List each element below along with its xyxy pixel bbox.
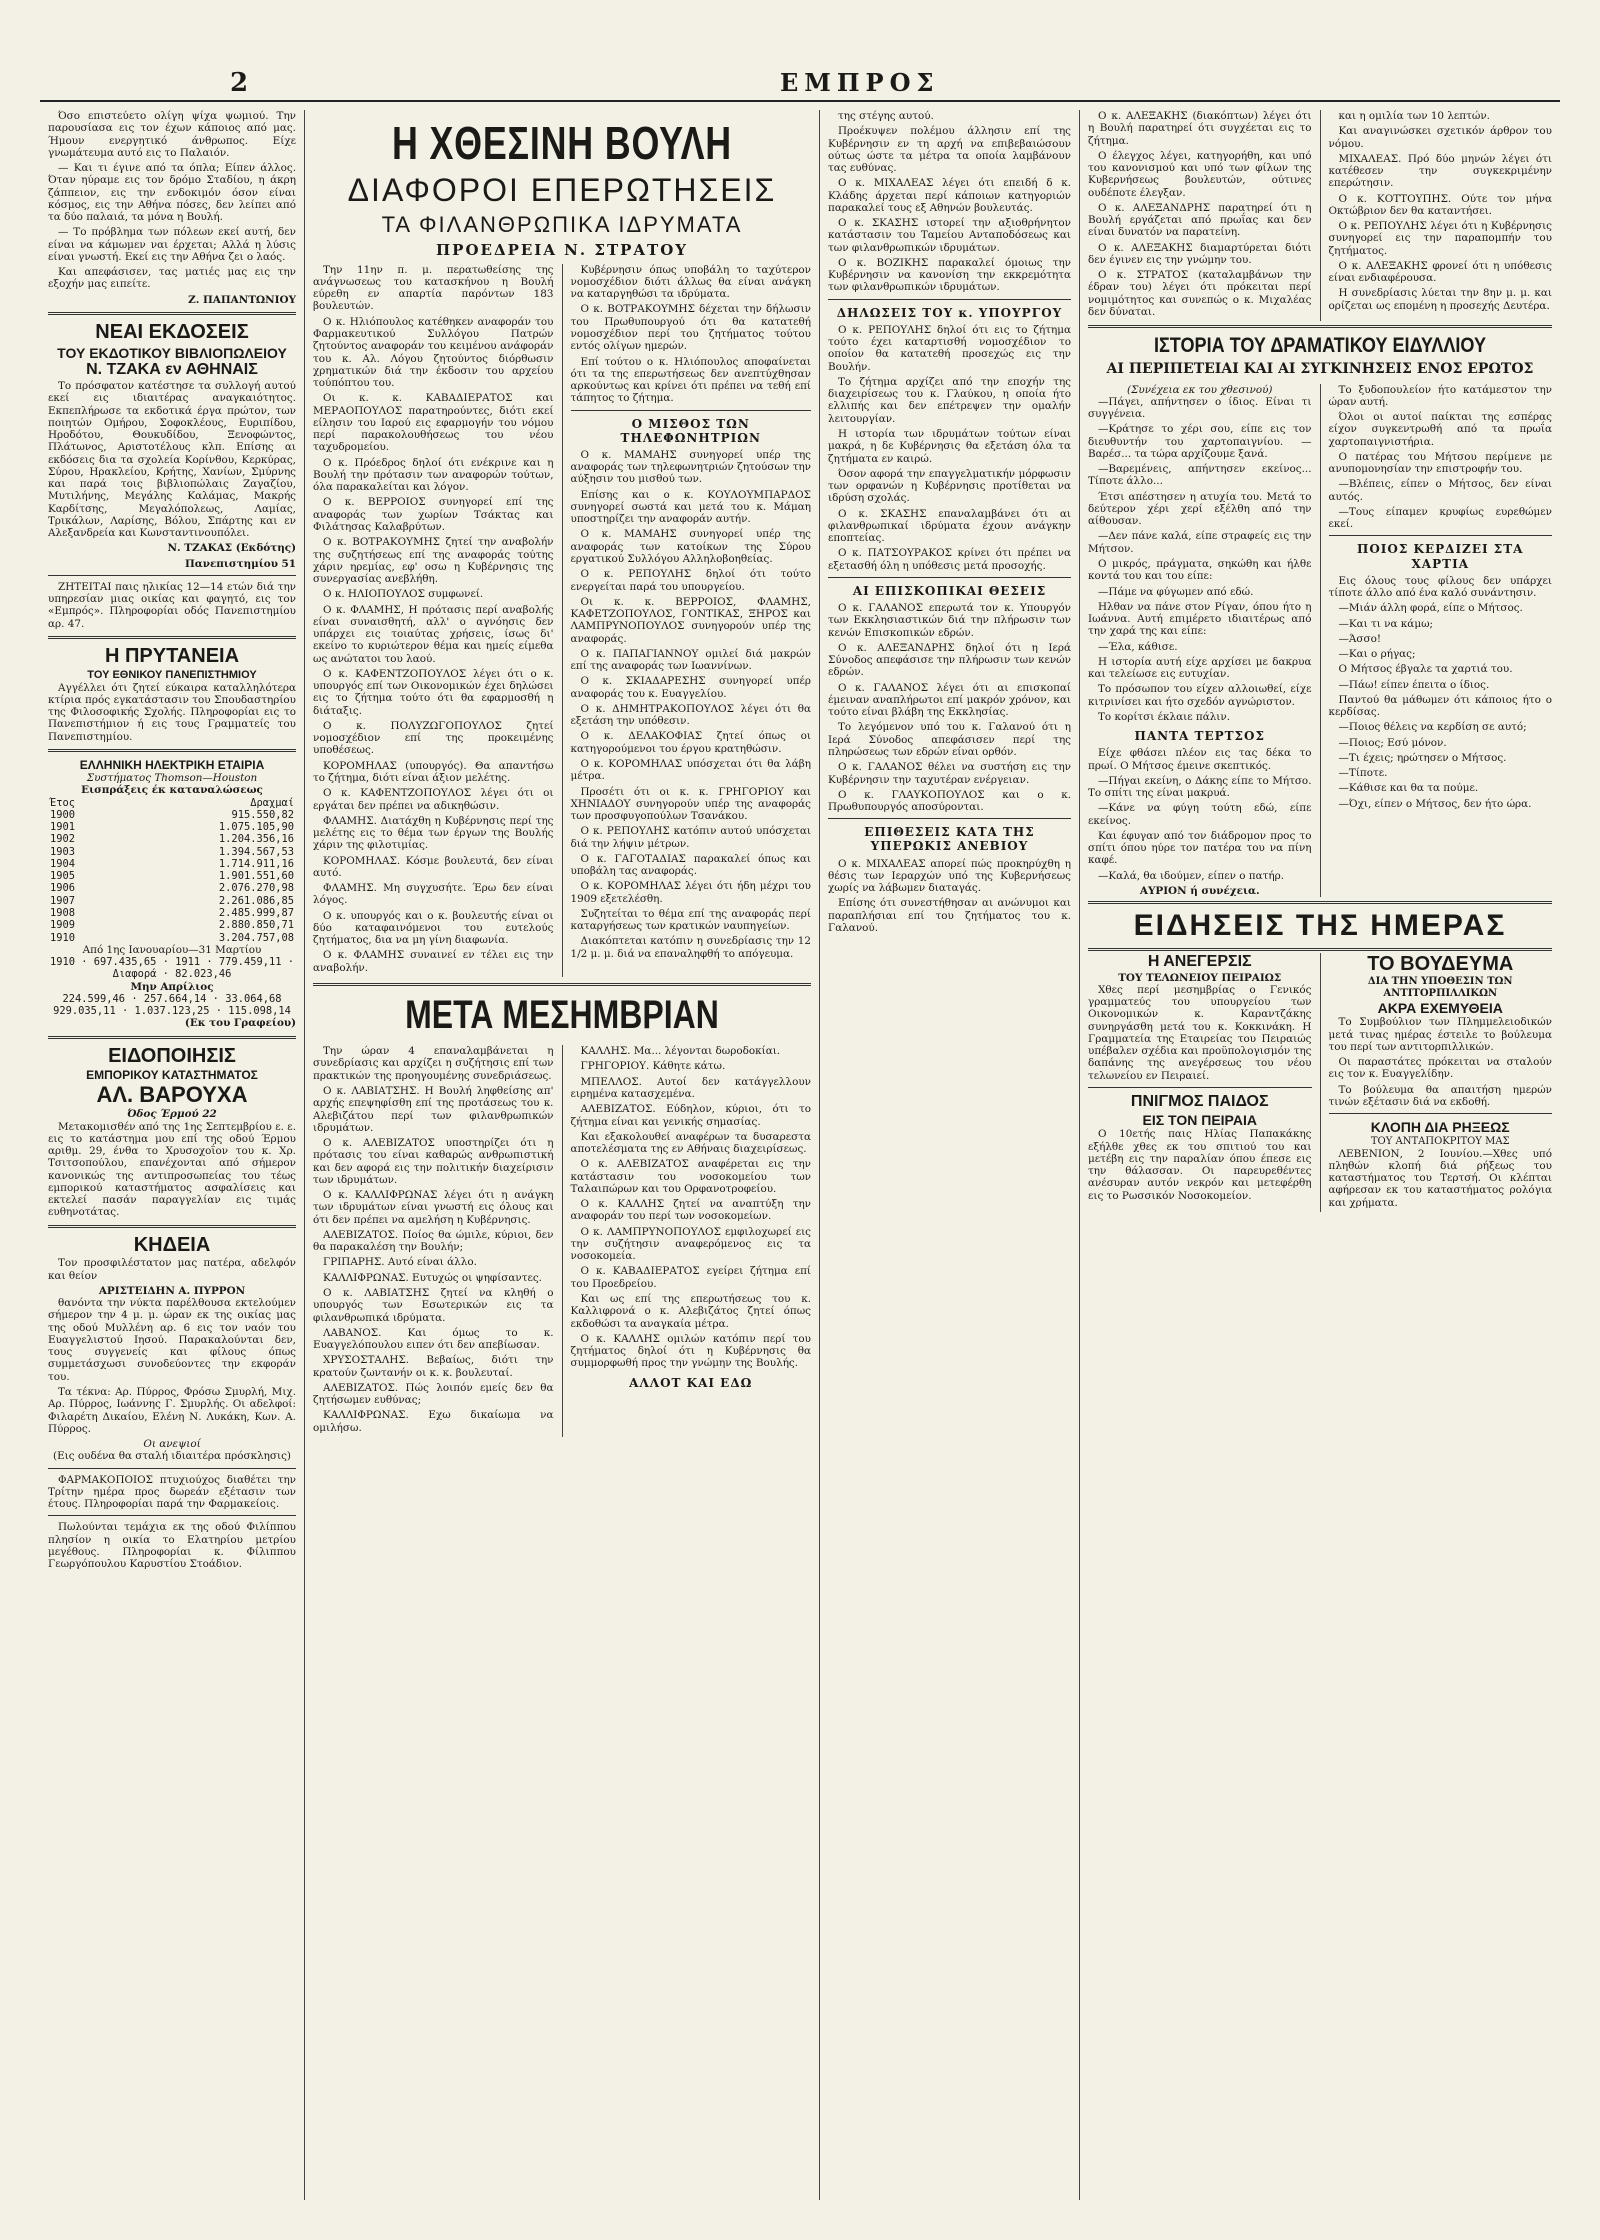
funeral-note: (Εις ουδένα θα σταλή ιδιαιτέρα πρόσκλησις) [53,1450,291,1463]
ad-title: ΝΕΑΙ ΕΚΔΟΣΕΙΣ [95,320,249,343]
column-6-news [1320,953,1553,1212]
paragraph: ΛΕΒΕΝΙΟΝ, 2 Ιουνίου.—Χθες υπό πληθών κλοπή διά ρήξεως του καταστήματος του Τερτσή. Οι κλέπται αφήρεσαν εκ του καταστήματος ρολόγια και χρήματα. [1328,1147,1552,1209]
paragraph: —Δεν πάνε καλά, είπε στραφείς εις την Μήτσον. [1088,530,1312,555]
paragraph: Ο κ. ΚΟΡΟΜΗΛΑΣ υπόσχεται ότι θα λάβη μέτρα. [570,758,811,783]
section-heading: ΠΟΙΟΣ ΚΕΡΔΙΖΕΙ ΣΤΑ ΧΑΡΤΙΑ [1357,542,1524,571]
page-number: 2 [230,68,249,98]
paragraph: — Και τι έγινε από τα όπλα; Είπεν άλλος. Όταν ηύραμε εις τον δρόμο Σταδίου, η άκρη ζάππειον, εις την ενδοκιμόν όσον είναι κόσμος, εις την Αθήνα πόσες, δεν λείπει από τα δύο παλαιά, τα μόνα η Βουλή. [48,162,296,224]
paragraph: —Τι έχεις; ηρώτησεν ο Μήτσος. [1338,751,1507,764]
divider [1088,1087,1312,1088]
paragraph: Το βούλευμα θα απαιτήση ημερών τινών εξέτασιν διά να εκδοθή. [1328,1083,1552,1108]
paragraph: ΜΙΧΑΛΕΑΣ. Πρό δύο μηνών λέγει ότι κατέθεσεν την συγκεκριμένην επερώτησιν. [1328,152,1552,190]
section-heading: ΕΠΙΘΕΣΕΙΣ ΚΑΤΑ ΤΗΣ ΥΠΕΡΩΚΙΣ ΑΝΕΒΙΟΥ [864,825,1035,854]
presidency: ΠΡΟΕΔΡΕΙΑ Ν. ΣΤΡΑΤΟΥ [436,240,688,259]
paragraph: —Πήγαι εκείνη, ο Δάκης είπε το Μήτσο. Το σπίτι της είναι μακρυά. [1088,774,1312,800]
article-columns [1080,384,1560,898]
divider [48,749,296,752]
table-row [48,882,296,894]
paragraph: Η ιστορία αυτή είχε αρχίσει με δακρυα και τελείωσε εις ευτυχίαν. [1088,655,1312,681]
table-cell: 2.261.086,85 [218,894,294,907]
divider [828,818,1071,819]
paragraph: ΦΛΑΜΗΣ. Μη συγχυσήτε. Έρω δεν είναι λόγος. [313,882,554,907]
paragraph: Το Συμβούλιον των Πλημμελειοδικών μετά τινας ημέρας έστειλε το βούλευμα του περί των αντιτορπιλλικών. [1328,1016,1552,1053]
paragraph: Ο κ. ΒΟΤΡΑΚΟΥΜΗΣ δέχεται την δήλωσιν του Πρωθυπουργού ότι θα κατατεθή νομοσχέδιον περί του ζητήματος τούτου εντός ολίγων ημερών. [570,303,811,353]
divider [828,299,1071,300]
paragraph: Ο έλεγχος λέγει, κατηγορήθη, και υπό του κανονισμού και υπό των φίλων της Κυβερνήσεως βουλευτών, ούτινες ουδέποτε έλεγξαν. [1088,149,1312,199]
paragraph: ΜΠΕΛΛΟΣ. Αυτοί δεν κατάγγελλουν ειρημένα κατασχεμένα. [570,1075,811,1100]
news-subheading: ΔΙΑ ΤΗΝ ΥΠΟΘΕΣΙΝ ΤΩΝ ΑΝΤΙΤΟΡΠΙΛΛΙΚΩΝ [1367,976,1513,1000]
paragraph: —Άσσο! [1338,632,1382,645]
paragraph: —Τίποτε. [1338,767,1388,780]
ad-body: Αγγέλλει ότι ζητεί εύκαιρα καταλληλότερα κτίρια πρός εγκατάστασιν του Σπουδαστηρίου της Φιλοσοφικής Σχολής. Πληροφορίαι εις το Πανεπιστήμιον ή εις τους Γραμματείς του Πανεπιστημίου. [48,681,296,743]
paragraph: ΛΑΒΑΝΟΣ. Και όμως το κ. Ευαγγελόπουλου ειπεν ότι δεν απεβίωσαν. [313,1326,554,1352]
paragraph: Ο κ. ΑΛΕΞΑΝΔΡΗΣ δηλοί ότι η Ιερά Σύνοδος απεφάσισε την πλήρωσιν των κενών εδρών. [828,641,1071,679]
headline-sub: ΤΑ ΦΙΛΑΝΘΡΩΠΙΚΑ ΙΔΡΥΜΑΤΑ [381,212,743,238]
paragraph: Ο κ. ΚΟΡΟΜΗΛΑΣ λέγει ότι ήδη μέχρι του 1909 εξετελέσθη. [570,880,811,905]
paragraph: ΦΛΑΜΗΣ. Διατάχθη η Κυβέρνησις περί της μελέτης εις το θέμα των έργων της Βουλής χάριν της φιλοτιμίας. [313,814,554,852]
paragraph: Ο 10ετής παις Ηλίας Παπακάκης εξήλθε χθες εκ του σπιτιού του και μετέβη εις την παραλίαν όπου έπεσε εις την θάλασσαν. Οι παρευρεθέντες ανέσυραν αυτόν νεκρόν και μετεφέρθη εις το Ρωσσικόν Νοσοκομείον. [1088,1128,1312,1202]
section-heading: ΠΑΝΤΑ ΤΕΡΤΣΟΣ [1134,729,1265,744]
paragraph: ΚΑΛΛΗΣ. Μα... λέγονται δωροδοκίαι. [580,1045,781,1058]
news-subheading: ΤΟΥ ΤΕΛΩΝΕΙΟΥ ΠΕΙΡΑΙΩΣ [1118,971,1282,984]
column-4 [820,110,1080,2200]
paragraph: —Καλά, θα ιδούμεν, είπεν ο πατήρ. [1098,869,1284,882]
column-3 [562,264,812,977]
paragraph: Το ξυδοπουλείον ήτο κατάμεστον την ώραν αυτή. [1328,383,1552,408]
paragraph: Ο κ. ΑΛΕΞΑΚΗΣ διαμαρτύρεται διότι δεν έγινεν εις την γνώμην του. [1088,241,1312,266]
ad-body: Το πρόσφατον κατέστησε τα συλλογή αυτού εκεί εις ιδιαιτέρας αναγκαιότητος. Εκπεπλήρωσε τα εκδοτικά έργα πρώτον, των ποιητών Ομήρου, Σοφοκλέους, Ευριπίδου, Ηροδότου, Θουκυδίδου, Ξενοφώντος, Πλάτωνος, Αριστοτέλους κλπ. Επίσης αι εκδόσεις δια τα σχολεία Κορίνθου, Κερκύρας, Σύρου, Ηρακλείου, Κρήτης, Χανίων, Σμύρνης και παρά τοις βιβλιοπώλαις Ζαγαζίου, Μυτιλήνης, Μεγάλης Καλάμας, Μακρής Καρδίτσης, Μεγαλόπολεως, Λαμίας, Τρικάλων, Λαρίσης, Βόλου, Σπάρτης και εν Αλεξανδρεία και Κωνσταντινουπόλει. [48,379,296,540]
ad-address: Πανεπιστημίου 51 [184,557,296,570]
paragraph: Ο κ. ΡΕΠΟΥΛΗΣ δηλοί ότι εις το ζήτημα τούτο έχει καταρτισθή νομοσχέδιον το οποίον θα κατατεθή προσεχώς εις την Βουλήν. [828,323,1071,373]
ad-signature: Ν. ΤΖΑΚΑΣ (Εκδότης) [167,542,296,555]
headline-sub: ΔΙΑΦΟΡΟΙ ΕΠΕΡΩΤΗΣΕΙΣ [347,172,777,209]
columns [40,110,1560,2200]
article-columns [305,1045,819,1437]
story-banner: ΙΣΤΟΡΙΑ ΤΟΥ ΔΡΑΜΑΤΙΚΟΥ ΕΙΔΥΛΛΙΟΥ [1153,334,1487,358]
stats-note: Από 1ης Ιανουαρίου—31 Μαρτίου [82,943,262,956]
column-5-story [1088,384,1312,898]
paragraph: —Πάγει, απήντησεν ο ίδιος. Είναι τι συγγένεια. [1088,395,1312,421]
paragraph: Ο κ. ΚΑΛΛΙΦΡΩΝΑΣ λέγει ότι η ανάγκη των ιδρυμάτων είναι γνωστή εις όλους και ότι δεν πρέπει να αμελήση η Κυβέρνησις. [313,1189,554,1226]
paragraph: Ο μικρός, πράγματα, σηκώθη και ήλθε κοντά του και του είπε: [1088,557,1312,583]
column-2-3 [305,110,820,2200]
ad-title: ΕΙΔΟΠΟΙΗΣΙΣ [108,1044,236,1067]
funeral-note: Οι ανεψιοί [143,1438,201,1451]
divider [48,1468,296,1469]
stats-compare-value: Διαφορά · 82.023,46 [112,968,232,981]
paragraph: Έτσι απέστησεν η ατυχία του. Μετά το δεύτερον χέρι χερί εξέλθη από την αίθουσαν. [1088,490,1312,528]
stats-month: Μην Απρίλιος [130,980,214,993]
paragraph: —Τους είπαμεν κρυφίως ευρεθώμεν εκεί. [1328,505,1552,531]
table-cell: 2.880.850,71 [218,919,294,932]
paragraph: Ο κ. ΡΕΠΟΥΛΗΣ λέγει ότι η Κυβέρνησις συνηγορεί εις την παραπομπήν του ζητήματος. [1328,220,1552,257]
paragraph: Ο κ. ΒΟΖΙΚΗΣ παρακαλεί όμοιως την Κυβέρνησιν να κανονίση την εκκρεμότητα των φιλανθρωπικών ιδρυμάτων. [828,256,1071,294]
table-cell: 1900 [50,808,76,821]
ad-body: Μετακομισθέν από της 1ης Σεπτεμβρίου ε. ε. εις το κατάστημα μου επί της οδού Έρμου αριθμ. 29, ένθα το Χρυσοχοΐον του κ. Χρ. Τσιτσοπούλου, επανέχονται από σήμερον κανονικώς της αντιπροσωπείας του τέως εμπορικού καταστήματος ασφαλίσεις και εκτελεί πασάν παραγγελίαν εις τιμάς ευθηνοτάτας. [48,1120,296,1219]
paragraph: ΓΡΗΓΟΡΙΟΥ. Κάθητε κάτω. [580,1060,726,1073]
paragraph: Ο κ. ΣΤΡΑΤΟΣ (καταλαμβάνων την έδραν του) λέγει ότι πρόκειται περί νομιμότητος και συνεπώς ο κ. Μιχαλέας δεν δύναται. [1088,269,1312,318]
paragraph: Ο Μήτσος έβγαλε τα χαρτιά του. [1338,663,1513,676]
paragraph: Και απεφάσισεν, τας ματιές μας εις την εξοχήν μας ειπείτε. [48,266,296,291]
table-cell: 1.394.567,53 [218,845,294,858]
paragraph: —Όχι, είπεν ο Μήτσος, δεν ήτο ώρα. [1338,797,1532,810]
paragraph: Επίσης και ο κ. ΚΟΥΛΟΥΜΠΑΡΔΟΣ συνηγορεί σωστά και μετά του κ. Μάμαη υποστηρίζει την αναφοράν αυτήν. [570,488,811,526]
paragraph: Ο κ. ΜΑΜΑΗΣ συνηγορεί υπέρ της αναφοράς των κατοίκων της Σύρου εργατικού Συλλόγου Αλληλοβοηθείας. [570,528,811,566]
signature: Ζ. ΠΑΠΑΝΤΩΝΙΟΥ [188,293,296,306]
paragraph: Ο κ. ΜΙΧΑΛΕΑΣ λέγει ότι επειδή δ κ. Κλάδης άρχεται περί κάποιων κατηγοριών παρακαλεί τους εξ Αθηνών βουλευτάς. [828,177,1071,214]
ad-title: Η ΠΡΥΤΑΝΕΙΑ [104,645,240,668]
news-subheading: ΑΚΡΑ ΕΧΕΜΥΘΕΙΑ [1377,999,1503,1016]
article-columns [1080,953,1560,1212]
table-cell: 1908 [50,906,76,919]
paragraph: Ο κ. ΣΚΑΣΗΣ ιστορεί την αξιοθρήνητον κατάστασιν του Ταμείου Ανταποδόσεως και των φιλανθρωπικών ιδρυμάτων. [828,217,1071,254]
stats-month-value: 257.664,14 [143,992,207,1005]
paragraph: Ο κ. ΒΕΡΡΟΙΟΣ συνηγορεί επί της αναφοράς των χωρίων Τσάκτας και Φιλάτησας Καλαβρύτων. [313,496,554,533]
paragraph: ΚΑΛΛΙΦΡΩΝΑΣ. Εχω δικαίωμα να ομιλήσω. [313,1409,554,1434]
paragraph: Χθες περί μεσημβρίας ο Γενικός γραμματεύς του υπουργείου των Οικονομικών κ. Καραντζάκης συνηργάσθη μετά του κ. Κοκκινάκη. Η Γραμματεία της Εταιρείας του Πειραιώς υπέβαλεν σχέδια και προϋπολογισμόν της δαπάνης της ανεγέρσεως του νέου τελωνείου εν Πειραιεί. [1088,983,1312,1082]
paragraph: Ο κ. ΔΗΜΗΤΡΑΚΟΠΟΥΛΟΣ λέγει ότι θα εξετάση την υπόθεσιν. [570,702,811,728]
paragraph: —Και ο ρήγας; [1338,648,1416,661]
table-row [48,895,296,907]
paragraph: —Μιάν άλλη φορά, είπε ο Μήτσος. [1338,602,1523,615]
paragraph: Ο κ. ΠΑΠΑΓΙΑΝΝΟΥ ομιλεί διά μακρών επί της αναφοράς των Ιωαννίνων. [570,647,811,673]
paragraph: ΑΛΕΒΙΖΑΤΟΣ. Ποίος θα ώμιλε, κύριοι, δεν θα παρακαλέση την Βουλήν; [313,1228,554,1254]
paragraph: Ο κ. ΛΑΒΙΑΤΣΗΣ. Η Βουλή ληφθείσης απ' αρχής επεψηφίσθη επί της προτάσεως του κ. Αλεβιζάτου περί των φιλανθρωπικών ιδρυμάτων. [313,1084,554,1134]
continuation-note: (Συνέχεια εκ του χθεσινού) [1127,383,1273,396]
next-installment: ΑΥΡΙΟΝ ή συνέχεια. [1139,884,1260,897]
table-cell: 1906 [50,882,76,895]
divider [48,1515,296,1516]
paragraph: Ο κ. ΠΟΛΥΖΩΓΟΠΟΥΛΟΣ ζητεί νομοσχέδιον επί της προκειμένης υποθέσεως. [313,719,554,757]
news-subheading: ΕΙΣ ΤΟΝ ΠΕΙΡΑΙΑ [1142,1111,1257,1128]
article-columns [1080,110,1560,321]
paragraph: Το πρόσωπον του είχεν αλλοιωθεί, είχε κιτρινίσει και ήτο σχεδόν αγνώριστον. [1088,683,1312,708]
paragraph: Ο κ. ΦΛΑΜΗΣ συναινεί εν τέλει εις την αναβολήν. [313,949,554,974]
table-row [48,870,296,882]
divider [1329,535,1553,536]
table-cell: 1.204.356,16 [218,833,294,846]
paragraph: Ο πατέρας του Μήτσου περίμενε με ανυπομονησίαν την επιστροφήν του. [1328,450,1552,476]
story-banner-sub: ΑΙ ΠΕΡΙΠΕΤΕΙΑΙ ΚΑΙ ΑΙ ΣΥΓΚΙΝΗΣΕΙΣ ΕΝΟΣ ΕΡΩΤΟΣ [1106,361,1534,378]
table-cell: 1.901.551,60 [218,870,294,883]
table-row [48,846,296,858]
paragraph: Ο κ. ΠΑΤΣΟΥΡΑΚΟΣ κρίνει ότι πρέπει να εξετασθή όλη η υπόθεσις μετά προσοχής. [828,547,1071,572]
stats-total: 929.035,11 · 1.037.123,25 · 115.098,14 [53,1005,291,1018]
paragraph: Οι κ. κ. ΒΕΡΡΟΙΟΣ, ΦΛΑΜΗΣ, ΚΑΦΕΤΖΟΠΟΥΛΟΣ, ΓΟΝΤΙΚΑΣ, ΞΗΡΟΣ και ΛΑΜΠΡΥΝΟΠΟΥΛΟΣ συνηγορούν υπέρ της αναφοράς. [570,595,811,645]
paragraph: ΚΑΛΛΙΦΡΩΝΑΣ. Ευτυχώς οι ψηφίσαντες. [323,1271,542,1284]
funeral-body: θανόντα την νύκτα παρέλθουσα εκτελούμεν σήμερον την 4 μ. μ. ώραν εκ της οικίας μας της οδού Μυλλένη αρ. 6 εις τον ναόν του Ευαγγελιστού Ιησού. Παρακαλούνται δεν, τους συγγενείς και φίλους όπως συμμετάσχωσι συνοδεύοντες την εκφοράν του. [48,1297,296,1383]
paragraph: —Πάμε να φύγωμεν από εδώ. [1098,585,1254,598]
stats-month-value: 224.599,46 [62,992,126,1005]
divider [48,312,296,315]
classified-ad: ΦΑΡΜΑΚΟΠΟΙΟΣ πτυχιούχος διαθέτει την Τρίτην ημέρα προς δωρεάν εξέτασιν των έτους. Πληροφορίαι παρά την Φαρμακείοις. [48,1473,296,1511]
classified-ad: ΖΗΤΕΙΤΑΙ παις ηλικίας 12—14 ετών διά την υπηρεσίαν μιας οικίας και φαγητό, εις τον «Εμπρός». Πληροφορίαι οδός Πανεπιστημίου αρ. 47. [48,580,296,630]
paragraph: Το ζήτημα αρχίζει από την εποχήν της διαχειρίσεως του κ. Γλαύκου, η οποία ήτο ελλιπής και δεν επέτρεψεν την ομαλήν λειτουργίαν. [828,375,1071,425]
paragraph: Προέκυψεν πολέμου άλλησιν επί της Κυβέρνησιν εν τη αρχή να επιβεβαιώσουν ούτως ώστε τα μέτρα τα οποία λαμβάνουν τας ευθύνας. [828,125,1071,175]
paragraph: Προσέτι ότι οι κ. κ. ΓΡΗΓΟΡΙΟΥ και ΧΗΝΙΑΔΟΥ συνηγορούν υπέρ της αναφοράς των προσφυγοπούλων Τσανάκου. [570,785,811,823]
ad-subtitle: ΤΟΥ ΕΘΝΙΚΟΥ ΠΑΝΕΠΙΣΤΗΜΙΟΥ [87,668,257,681]
divider [1329,1113,1553,1114]
paragraph: —Κάνε να φύγη τούτη εδώ, είπε εκείνος. [1088,802,1312,827]
paragraph: Η ιστορία των ιδρυμάτων τούτων είναι μακρά, η δε Κυβέρνησις θα εξετάση όλα τα ζητήματα εν καιρώ. [828,428,1071,465]
table-cell: 1907 [50,894,76,907]
news-heading: Η ΑΝΕΓΕΡΣΙΣ [1147,952,1252,970]
newspaper-name: ΕΜΠΡΟΣ [780,68,940,97]
table-cell: 1901 [50,821,76,834]
news-subheading: ΤΟΥ ΑΝΤΑΠΟΚΡΙΤΟΥ ΜΑΣ [1370,1135,1510,1147]
divider [571,410,812,411]
paragraph: Η συνεδρίασις λύεται την 8ην μ. μ. και ορίζεται ως επομένη η προσεχής Δευτέρα. [1328,287,1552,312]
headline: Η ΧΘΕΣΙΝΗ ΒΟΥΛΗ [392,117,732,169]
table-header-cell: Δραχμαί [250,796,294,809]
divider [1088,325,1552,328]
divider [48,1036,296,1039]
paragraph: —Κράτησε το χέρι σου, είπε εις τον διευθυντήν του χαρτοπαιγνίου. — Βαρέσ... τα τώρα αρχίζουμε ξανά. [1088,423,1312,460]
paragraph: —Ποιος θέλεις να κερδίση σε αυτό; [1338,721,1527,734]
paragraph: Όσον αφορά την επαγγελματικήν μόρφωσιν των ορφανών η Κυβέρνησις προτίθεται να ιδρύση σχολάς. [828,467,1071,505]
paragraph: Ο κ. ΜΙΧΑΛΕΑΣ απορεί πώς προκηρύχθη η θέσις των Ιεραρχών υπό της Κυβερνήσεως χωρίς να λάβωμεν διαταγάς. [828,857,1071,895]
table-row [48,833,296,845]
paragraph: Συζητείται το θέμα επί της αναφοράς περί καταργήσεως των κρατικών ναυπηγείων. [570,907,811,933]
funeral-name: ΑΡΙΣΤΕΙΔΗΝ Α. ΠΥΡΡΟΝ [98,1284,246,1297]
ad-caption: Εισπράξεις έκ καταναλώσεως [81,784,263,797]
paragraph: Ο κ. ΒΟΤΡΑΚΟΥΜΗΣ ζητεί την αναβολήν της συζητήσεως επί της αναφοράς τούτης χάριν ηρεμίας, εφ' οσω η Κυβέρνησις της συνεργασίας ανεβλήθη. [313,536,554,586]
funeral-family: Τα τέκνα: Αρ. Πύρρος, Φρόσω Σμυρλή, Μιχ. Αρ. Πύρρος, Ιωάννης Γ. Σμυρλής. Οι αδελφοί: Φιλαρέτη Δικαίου, Ελένη Ν. Λυκάκη, Κων. Α. Πύρρος. [48,1385,296,1435]
paragraph: Ο κ. ΑΛΕΞΑΝΔΡΗΣ παρατηρεί ότι η Βουλή εργάζεται από πρωΐας και δεν είναι δυνατόν να παρατείνη. [1088,201,1312,239]
paragraph: —Ποιος; Εσύ μόνον. [1338,736,1447,749]
paragraph: Επίσης ότι συνεστήθησαν αι ανώνυμοι και παραπλήσιαι επί του ζητήματος του κ. Γαλανού. [828,897,1071,934]
column-5-top [1088,110,1312,321]
paragraph: Και έφυγαν από τον διάδρομον προς το σπίτι όπου ηύρε τον πατέρα του να πίνη καφέ. [1088,829,1312,867]
column-2-lower [313,1045,554,1437]
stats-source: (Εκ του Γραφείου) [184,1017,296,1030]
paragraph: Ο κ. Ηλιόπουλος κατέθηκεν αναφοράν του Φαρμακευτικού Συλλόγου Πατρών ζητούντος αναφοράν του κειμένου ανάφοράν του κ. Αλ. Λόγου ζητούντος διόρθωσιν χρηματικών διά την έκδοσιν του αρχείου τούπόπτου του. [313,315,554,390]
table-row [48,821,296,833]
paragraph: Ο κ. Πρόεδρος δηλοί ότι ενέκρινε και η Βουλή την πρότασιν των αναφορών τούτων, όλα παρακαλείται και λόγον. [313,456,554,494]
paragraph: — Το πρόβλημα των πόλεων εκεί αυτή, δεν είναι να κάμωμεν ναι έρχεται; Αλλά η λύσις είναι γνωστή. Εκεί εις την Αθήνα ζει ο λαός. [48,226,296,263]
news-heading: ΚΛΟΠΗ ΔΙΑ ΡΗΞΕΩΣ [1370,1119,1510,1136]
table-cell: 1909 [50,919,76,932]
ad-subtitle: ΤΟΥ ΕΚΔΟΤΙΚΟΥ ΒΙΒΛΙΟΠΩΛΕΙΟΥ [57,344,287,361]
paragraph: Ο κ. ΗΛΙΟΠΟΥΛΟΣ συμφωνεί. [323,588,484,601]
paragraph: Όσο επιστεύετο ολίγη ψίχα ψωμιού. Την παρουσίασα εις τον έχων κάποιος από μας. Ήμουν ενεργητικό άνθρωπος. Είχε γνωμάτευμα αυτό εις το Παλαιόν. [48,110,296,159]
paragraph: Την ώραν 4 επαναλαμβάνεται η συνεδρίασις και αρχίζει η συζήτησις επί των πρακτικών της προηγουμένης συνεδριάσεως. [313,1045,554,1082]
stats-compare-value: 1910 · 697.435,65 [49,956,157,969]
funeral-title: ΚΗΔΕΙΑ [133,1233,211,1256]
paragraph: Ο κ. ΓΑΛΑΝΟΣ λέγει ότι αι επισκοπαί έμειναν αναπλήρωτοι επί μακρόν χρόνον, και τούτο είναι βλάβη της Εκκλησίας. [828,681,1071,719]
classified-ad: Πωλούνται τεμάχια εκ της οδού Φιλίππου πλησίον η οικία το Ελατηρίου μετρίου μεγέθους. Πληροφορίαι κ. Φίλιππου Γεωργόπουλου Καρυστίου Στοάδιον. [48,1521,296,1571]
paragraph: ΧΡΥΣΟΣΤΑΛΗΣ. Βεβαίως, διότι την κρατούν ζωντανήν οι κ. κ. βουλευταί. [313,1354,554,1379]
divider [1088,901,1552,904]
table-header-cell: Έτος [50,796,76,809]
column-5-6 [1080,110,1560,2200]
paragraph: Είχε φθάσει πλέον εις τας δέκα το πρωί. Ο Μήτσος έμεινε σκεπτικός. [1088,747,1312,772]
paragraph: Ο κ. ΚΑΛΛΗΣ ομιλών κατόπιν περί του ζητήματος δηλοί ότι η Κυβέρνησις θα συμμορφωθή προς την γνώμην της Βουλής. [570,1332,811,1370]
divider [48,575,296,576]
revenue-table [48,797,296,944]
paragraph: Όλοι οι αυτοί παίκται της εσπέρας είχον συγκεντρωθή από τα πρωΐα χαρτοπαιγνιστήρια. [1328,411,1552,448]
paragraph: Ο κ. ΔΕΛΑΚΟΦΙΑΣ ζητεί όπως οι κατηγορούμενοι του έργου κρατηθώσιν. [570,730,811,755]
paragraph: Ο κ. ΚΑΒΑΔΙΕΡΑΤΟΣ εγείρει ζήτημα επί του Προεδρείου. [570,1265,811,1290]
paragraph: —Και τι να κάμω; [1338,617,1434,630]
paragraph: Το κορίτσι έκλαιε πάλιν. [1098,710,1231,723]
paragraph: ΑΛΕΒΙΖΑΤΟΣ. Πώς λοιπόν εμείς δεν θα ζητήσωμεν ευθύνας; [313,1381,554,1407]
paragraph: Και εξακολουθεί αναφέρων τα δυσαρεστα αποτελέσματα της εν Αθήναις διαχειρίσεως. [570,1130,811,1156]
column-6-top [1320,110,1553,321]
paragraph: της στέγης αυτού. [838,110,934,122]
paragraph: Ο κ. ΛΑΒΙΑΤΣΗΣ ζητεί να κληθή ο υπουργός των Εσωτερικών εις τα φιλανθρωπικά ιδρύματα. [313,1286,554,1324]
section-heading: ΔΗΛΩΣΕΙΣ ΤΟΥ κ. ΥΠΟΥΡΓΟΥ [836,305,1063,320]
paragraph: Ο κ. ΓΑΛΑΝΟΣ επερωτά τον κ. Υπουργόν των Εκκλησιαστικών διά την πλήρωσιν των κενών Επισκοπικών εδρών. [828,602,1071,639]
masthead [40,64,1560,102]
paragraph: Ο κ. ΓΛΑΥΚΟΠΟΥΛΟΣ και ο κ. Πρωθυπουργός αποσύρονται. [828,788,1071,814]
news-title: ΕΙΔΗΣΕΙΣ ΤΗΣ ΗΜΕΡΑΣ [1133,909,1507,943]
paragraph: Ο κ. ΑΛΕΒΙΖΑΤΟΣ αναφέρεται εις την κατάστασιν του νοσοκομείου των Ταλαιπώρων και του Ορφανοτροφείου. [570,1158,811,1195]
paragraph: Ηλθαν να πάνε στον Ρίγαν, όπου ήτο η Ιωάννα. Αυτή επιμέρετο ιδιαιτέρως από την χαρά της και είπε: [1088,600,1312,638]
paragraph: Ο κ. ΦΛΑΜΗΣ, Η πρότασις περί αναβολής είναι συναισθητή, αλλ' ο αγνόησις δεν υπάρχει εις τοιαύτας χρήσεις, ίσως δι' εκείνο το κυριώτερον θέμα και ημείς είμεθα ως ανώτατοι του λαού. [313,603,554,665]
paragraph: —Βλέπεις, είπεν ο Μήτσος, δεν είναι αυτός. [1328,478,1552,503]
paragraph: Διακόπτεται κατόπιν η συνεδρίασις την 12 1/2 μ. μ. διά να επαναληφθή το απόγευμα. [570,935,811,960]
divider [828,577,1071,578]
column-3-lower [562,1045,812,1437]
paragraph: Κυβέρνησιν όπως υποβάλη το ταχύτερον νομοσχέδιον διότι άλλως θα είναι ανάγκη να καταργηθώσι τα ιδρύματα. [570,263,811,301]
paragraph: Ο κ. ΚΑΦΕΝΤΖΟΠΟΥΛΟΣ λέγει ότι οι εργάται δεν πρέπει να αδικηθώσιν. [313,787,554,812]
table-row [48,919,296,931]
section-title: ΜΕΤΑ ΜΕΣΗΜΒΡΙΑΝ [405,993,719,1037]
table-row [48,932,296,944]
divider [1088,948,1552,951]
ad-subtitle: ΕΜΠΟΡΙΚΟΥ ΚΑΤΑΣΤΗΜΑΤΟΣ [86,1068,258,1083]
table-cell: 915.550,82 [231,808,294,821]
paragraph: Ο κ. ΡΕΠΟΥΛΗΣ δηλοί ότι τούτο ενεργείται παρά του υπουργείου. [570,568,811,593]
paragraph: ΚΟΡΟΜΗΛΑΣ (υπουργός). Θα απαντήσω το ζήτημα, διότι είναι άξιον μελέτης. [313,759,554,785]
column-2 [313,264,554,977]
paragraph: Ο κ. ΣΚΑΣΗΣ επαναλαμβάνει ότι αι φιλανθρωπικαί ιδρύματα έχουν ανάγκην εποπτείας. [828,507,1071,545]
paragraph: Ο κ. ΚΟΤΤΟΥΠΗΣ. Ούτε τον μήνα Οκτώβριον δεν θα καταντήσει. [1328,192,1552,217]
paragraph: ΓΡΙΠΑΡΗΣ. Αυτό είναι άλλο. [323,1256,477,1269]
ad-name: ΑΛ. ΒΑΡΟΥΧΑ [96,1082,248,1108]
paragraph: Ο κ. υπουργός και ο κ. βουλευτής είναι οι δύο καταφαινόμενοι του ευτελούς ζητήματος, δια να μη γίνη διαφωνία. [313,909,554,947]
stats-month-value: 33.064,68 [225,992,282,1005]
paragraph: ΑΛΕΒΙΖΑΤΟΣ. Εύδηλον, κύριοι, ότι το ζήτημα είναι και γενικής σημασίας. [570,1103,811,1128]
paragraph: Επί τούτου ο κ. Ηλιόπουλος αποφαίνεται ότι τα της επερωτήσεως δεν ανεπτύχθησαν αρκούντως και κρίνει ότι πρέπει να τεθή επί τάπητος το ζήτημα. [570,355,811,405]
paragraph: Εις όλους τους φίλους δεν υπάρχει τίποτε άλλο από ένα καλό συνάντησιν. [1328,574,1552,600]
news-heading: ΤΟ ΒΟΥΔΕΥΜΑ [1367,952,1514,975]
paragraph: Οι κ. κ. ΚΑΒΑΔΙΕΡΑΤΟΣ και ΜΕΡΑΟΠΟΥΛΟΣ παρατηρούντες, διότι εκεί είλησιν του Ιαρού εις εφαρμογήν του νόμου περί παρακολουθήσεως του νέου ταχυδρομείου. [313,392,554,454]
paragraph: Ο κ. ΡΕΠΟΥΛΗΣ κατόπιν αυτού υπόσχεται διά την λήψιν μέτρων. [570,825,811,850]
ad-street: Όδος Έρμού 22 [127,1108,217,1121]
paragraph: —Πάω! είπεν έπειτα ο ίδιος. [1338,678,1490,691]
table-header-row [48,797,296,809]
paragraph: Ο κ. ΑΛΕΞΑΚΗΣ φρονεί ότι η υπόθεσις είναι ενδιαφέρουσα. [1328,259,1552,285]
paragraph: Την 11ην π. μ. περατωθείσης της ανάγνωσεως του κατασκήνου η Βουλή εύρεθη εν απαρτία παρόντων 183 βουλευτών. [313,263,554,313]
paragraph: Ο κ. ΑΛΕΞΑΚΗΣ (διακόπτων) λέγει ότι η Βουλή παρατηρεί ότι συγχέεται εις το ζήτημα. [1088,110,1312,147]
paragraph: Ο κ. ΛΑΜΠΡΥΝΟΠΟΥΛΟΣ εμφιλοχωρεί εις την συζήτησιν αναφερόμενος εις τα νοσοκομεία. [570,1225,811,1263]
section-heading: ΑΙ ΕΠΙΣΚΟΠΙΚΑΙ ΘΕΣΕΙΣ [852,583,1047,598]
divider [48,1225,296,1228]
column-1 [40,110,305,2200]
paragraph: ΚΟΡΟΜΗΛΑΣ. Κόσμε βουλευτά, δεν είναι αυτό. [313,854,554,879]
paragraph: Και ως επί της επερωτήσεως του κ. Καλλιφρονά ο κ. Αλεβιζάτος ζητεί όπως εκδοθώσι τα αναγκαία μέτρα. [570,1292,811,1330]
section-heading: ΑΛΛΟΤ ΚΑΙ ΕΔΩ [629,1375,753,1390]
table-cell: 1.714.911,16 [218,857,294,870]
section-heading: Ο ΜΙΣΘΟΣ ΤΩΝ ΤΗΛΕΦΩΝΗΤΡΙΩΝ [620,416,761,445]
paragraph: Και αναγινώσκει σχετικόν άρθρον του νόμου. [1328,125,1552,150]
stats-compare-value: 1911 · 779.459,11 [175,956,282,969]
funeral-body: Τον προσφιλέστατον μας πατέρα, αδελφόν και θείον [48,1257,296,1282]
paragraph: Ο κ. ΑΛΕΒΙΖΑΤΟΣ υποστηρίζει ότι η πρότασις του είναι καθαρώς ανθρωπιστική και δεν αφορά εις την πολιτικήν διαχείρισιν των ιδρυμάτων. [313,1137,554,1186]
column-5-news [1088,953,1312,1212]
ad-subtitle: Συστήματος Thomson—Houston [86,772,258,785]
paragraph: Οι παραστάτες πρόκειται να σταλούν εις τον κ. Ευαγγελίδην. [1328,1056,1552,1081]
paragraph: Ο κ. ΜΑΜΑΗΣ συνηγορεί υπέρ της αναφοράς των τηλεφωνητριών ζητούσων την αύξησιν του μισθού των. [570,448,811,486]
table-cell: 1902 [50,833,76,846]
article-columns [305,264,819,977]
table-cell: 1905 [50,870,76,883]
table-row [48,858,296,870]
paragraph: Ο κ. ΓΑΛΑΝΟΣ θέλει να συστήση εις την Κυβέρνησιν την ταχυτέραν ενέργειαν. [828,761,1071,786]
ad-title: ΕΛΛΗΝΙΚΗ ΗΛΕΚΤΡΙΚΗ ΕΤΑΙΡΙΑ [79,757,265,772]
paragraph: Ο κ. ΣΚΙΑΔΑΡΕΣΗΣ συνηγορεί υπέρ αναφοράς του κ. Ευαγγελίου. [570,675,811,700]
table-cell: 1903 [50,845,76,858]
paragraph: Ο κ. ΓΑΓΟΤΑΔΙΑΣ παρακαλεί όπως και υποβάλη τας αναφοράς. [570,852,811,878]
table-row [48,907,296,919]
ad-name: Ν. ΤΖΑΚΑ εν ΑΘΗΝΑΙΣ [86,361,258,379]
paragraph: Ο κ. ΚΑΛΛΗΣ ζητεί να αναπτύξη την αναφοράν του περί των νοσοκομείων. [570,1198,811,1223]
paragraph: —Κάθισε και θα τα πούμε. [1338,782,1479,795]
divider [48,636,296,639]
stats-month-values: 224.599,46 · 257.664,14 · 33.064,68 [62,992,282,1005]
table-cell: 2.485.999,87 [218,906,294,919]
table-cell: 1904 [50,857,76,870]
paragraph: Παντού θα μάθωμεν ότι κάποιος ήτο ο κερδίσας. [1328,693,1552,719]
paragraph: —Έλα, κάθισε. [1098,640,1178,653]
table-cell: 3.204.757,08 [218,931,294,944]
table-cell: 2.076.270,98 [218,882,294,895]
table-cell: 1.075.105,90 [218,821,294,834]
paragraph: —Βαρεμένεις, απήντησεν εκείνος... Τίποτε άλλο... [1088,463,1312,488]
main-headline [305,116,819,260]
column-6-story [1320,384,1553,898]
table-cell: 1910 [50,931,76,944]
paragraph: Ο κ. ΚΑΦΕΝΤΖΟΠΟΥΛΟΣ λέγει ότι ο κ. υπουργός επί των Οικονομικών έχει δηλώσει εις το ζήτημα τούτο ότι θα εφαρμοσθή η διάταξις. [313,667,554,717]
news-heading: ΠΝΙΓΜΟΣ ΠΑΙΔΟΣ [1130,1092,1269,1110]
paragraph: και η ομιλία των 10 λεπτών. [1338,110,1490,122]
table-row [48,809,296,821]
stats-compare: 1910 · 697.435,65 · 1911 · 779.459,11 · Διαφορά · 82.023,46 [49,956,294,981]
divider [313,983,811,986]
paragraph: Το λεγόμενον υπό του κ. Γαλανού ότι η Ιερά Σύνοδος απεφάσισεν περί της πληρώσεως των εδρών είναι ορθόν. [828,721,1071,758]
